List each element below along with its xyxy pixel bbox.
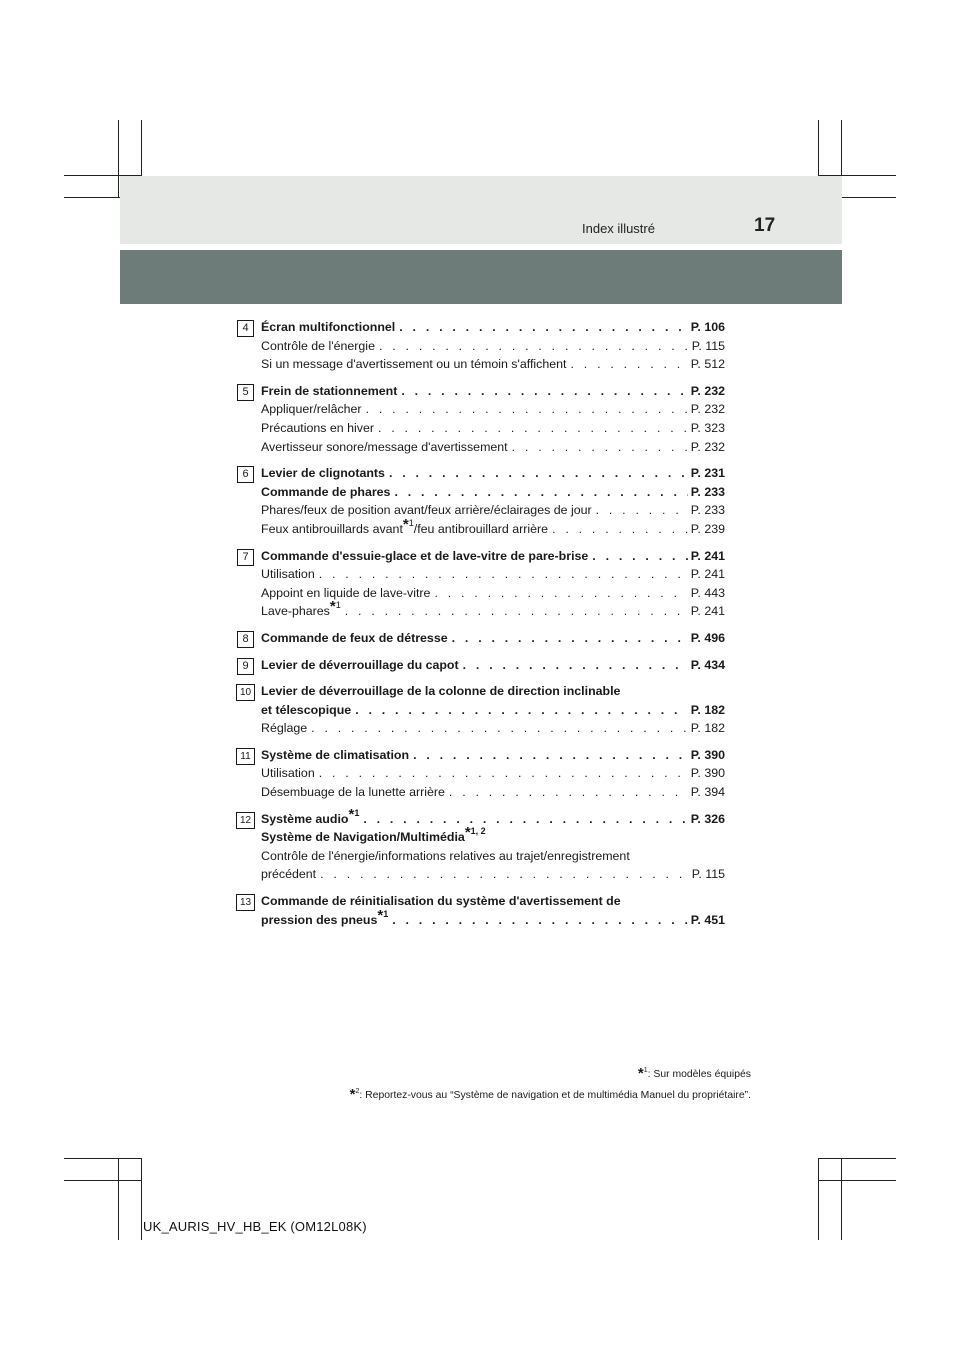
crop-mark — [118, 1158, 119, 1240]
entry-label — [261, 464, 385, 483]
entry-label-text: Feux antibrouillards avant — [261, 521, 403, 536]
item-number-badge: 9 — [237, 658, 254, 675]
leader-dots — [320, 865, 689, 884]
entry-label-text: Levier de déverrouillage du capot — [261, 657, 459, 672]
header-title: Index illustré — [582, 221, 655, 236]
entry-label-text: Appoint en liquide de lave-vitre — [261, 585, 431, 600]
leader-dots — [592, 547, 687, 566]
section-band — [120, 250, 842, 304]
entry-label — [261, 824, 486, 845]
entry-label — [261, 805, 360, 829]
index-text-line — [261, 892, 725, 911]
crop-mark — [141, 1158, 142, 1240]
index-entry — [261, 337, 725, 356]
index-entry — [261, 547, 725, 566]
entry-label-text: précédent — [261, 867, 317, 882]
footnote-star: * — [464, 824, 471, 842]
entry-label — [261, 783, 445, 802]
footnote-ref: 1 — [335, 600, 341, 611]
item-number-badge: 10 — [236, 684, 255, 701]
footnote-star: * — [329, 598, 336, 616]
item-number-badge: 6 — [237, 466, 254, 483]
entry-label — [261, 894, 621, 908]
crop-mark — [818, 1158, 896, 1159]
entry-label-text: Réglage — [261, 721, 308, 736]
index-entry — [261, 598, 725, 621]
entry-label-text: Désembuage de la lunette arrière — [261, 785, 445, 800]
leader-dots — [394, 483, 687, 502]
item-number-badge: 5 — [237, 384, 254, 401]
index-entry — [261, 764, 725, 783]
footnote-star: * — [349, 1086, 356, 1103]
page-reference: P. 390 — [690, 766, 725, 781]
index-entry — [261, 438, 725, 457]
entry-label-text: Levier de clignotants — [261, 466, 385, 481]
index-entry — [261, 318, 725, 337]
page-reference: P. 241 — [690, 604, 725, 619]
footnote-ref: 1 — [383, 908, 389, 919]
page-reference: P. 233 — [690, 503, 725, 518]
footnote-star: * — [348, 805, 355, 823]
leader-dots — [378, 419, 688, 438]
index-section — [237, 682, 725, 738]
leader-dots — [399, 318, 688, 337]
leader-dots — [571, 355, 688, 374]
page-reference: P. 106 — [690, 320, 725, 334]
page-reference: P. 233 — [690, 484, 725, 499]
index-text-line — [261, 824, 725, 847]
index-section — [237, 746, 725, 802]
entry-label — [261, 684, 620, 698]
crop-mark — [841, 1158, 842, 1240]
item-number-badge: 11 — [236, 748, 255, 765]
index-entry — [261, 483, 725, 502]
leader-dots — [449, 783, 688, 802]
footnote-line — [350, 1062, 751, 1083]
index-text-line — [261, 682, 725, 701]
item-number-badge: 4 — [237, 320, 254, 337]
index-entry — [261, 565, 725, 584]
entry-label-text: Levier de déverrouillage de la colonne de direction inclinable — [261, 684, 621, 699]
leader-dots — [363, 810, 687, 829]
crop-mark — [818, 1180, 896, 1181]
footnote-star: * — [402, 515, 409, 533]
leader-dots — [596, 501, 688, 520]
entry-label-text: et télescopique — [261, 702, 352, 717]
entry-label — [261, 906, 389, 930]
entry-label — [261, 419, 374, 438]
page-reference: P. 182 — [690, 721, 725, 736]
index-entry — [261, 400, 725, 419]
leader-dots — [434, 584, 687, 603]
entry-label-text: Système de climatisation — [261, 747, 410, 762]
entry-label — [261, 656, 459, 675]
index-section — [237, 382, 725, 456]
page-reference: P. 115 — [691, 338, 725, 353]
page-reference: P. 394 — [690, 785, 725, 800]
entry-label-text: Commande de réinitialisation du système d'avertissement de — [261, 894, 621, 909]
entry-label-text: pression des pneus — [261, 912, 378, 927]
item-number-badge: 12 — [236, 812, 255, 829]
entry-label — [261, 701, 351, 720]
page-reference: P. 443 — [690, 585, 725, 600]
page-reference: P. 512 — [690, 357, 725, 372]
item-number-badge: 13 — [236, 894, 255, 911]
page-number: 17 — [754, 215, 776, 236]
page-reference: P. 451 — [690, 912, 725, 927]
crop-mark — [118, 120, 119, 198]
index-section — [237, 629, 725, 648]
entry-label — [261, 438, 508, 457]
leader-dots — [392, 911, 688, 930]
index-entry — [261, 515, 725, 539]
entry-label — [261, 865, 316, 884]
entry-label — [261, 584, 430, 603]
index-entry — [261, 355, 725, 374]
entry-label — [261, 501, 592, 520]
page-reference: P. 241 — [690, 548, 725, 563]
entry-label-text: Utilisation — [261, 567, 315, 582]
crop-mark — [64, 1180, 142, 1181]
footnote-ref: 1 — [354, 807, 360, 818]
entry-label — [261, 355, 567, 374]
leader-dots — [413, 746, 688, 765]
header-band — [120, 176, 842, 244]
page-reference: P. 232 — [690, 402, 725, 417]
page-reference: P. 232 — [690, 383, 725, 398]
leader-dots — [401, 382, 687, 401]
entry-label-text: Contrôle de l'énergie/informations relatives au trajet/enregistrement — [261, 848, 630, 863]
leader-dots — [311, 719, 688, 738]
item-number-badge: 8 — [237, 631, 254, 648]
index-entry — [261, 629, 725, 648]
entry-label — [261, 483, 390, 502]
leader-dots — [452, 629, 688, 648]
page-reference: P. 231 — [690, 466, 725, 481]
page-reference: P. 239 — [690, 521, 725, 536]
entry-label-text: Système audio — [261, 811, 349, 826]
page-reference: P. 241 — [690, 567, 725, 582]
leader-dots — [319, 764, 688, 783]
entry-label-text: Utilisation — [261, 766, 315, 781]
entry-label-text: Précautions en hiver — [261, 420, 374, 435]
document-code: UK_AURIS_HV_HB_EK (OM12L08K) — [143, 1219, 367, 1234]
index-entry — [261, 719, 725, 738]
index-section — [237, 656, 725, 675]
footnote-ref: 1 — [408, 517, 414, 528]
crop-mark — [818, 1158, 819, 1240]
entry-label — [261, 565, 315, 584]
entry-label-text: Commande d'essuie-glace et de lave-vitre de pare-brise — [261, 548, 589, 563]
leader-dots — [512, 438, 688, 457]
index-entry — [261, 656, 725, 675]
item-number-badge: 7 — [237, 549, 254, 566]
entry-label-text: Si un message d'avertissement ou un témoin s'affichent — [261, 357, 567, 372]
index-entry — [261, 783, 725, 802]
page-reference: P. 323 — [690, 420, 725, 435]
entry-label-text: Frein de stationnement — [261, 383, 398, 398]
index-entry — [261, 382, 725, 401]
entry-label-text: Avertisseur sonore/message d'avertissement — [261, 439, 508, 454]
index-entry — [261, 805, 725, 829]
entry-label — [261, 849, 630, 863]
index-section — [237, 318, 725, 374]
entry-label — [261, 547, 588, 566]
entry-label-text: Lave-phares — [261, 604, 330, 619]
page-reference: P. 115 — [691, 867, 725, 882]
index-list — [237, 318, 725, 937]
index-entry — [261, 501, 725, 520]
footnote-line — [350, 1083, 751, 1104]
page-reference: P. 496 — [690, 630, 725, 645]
index-entry — [261, 865, 725, 884]
leader-dots — [319, 565, 688, 584]
entry-label — [261, 719, 307, 738]
footnote-star: * — [637, 1065, 644, 1082]
entry-label-text: Appliquer/relâcher — [261, 402, 362, 417]
entry-label — [261, 746, 409, 765]
entry-label — [261, 598, 341, 621]
leader-dots — [355, 701, 688, 720]
entry-label — [261, 318, 395, 337]
index-section — [237, 464, 725, 538]
index-section — [237, 547, 725, 621]
footnote-number: 1 — [643, 1067, 648, 1074]
page-reference: P. 326 — [690, 811, 725, 826]
leader-dots — [389, 464, 688, 483]
footnote-text: : Sur modèles équipés — [647, 1069, 751, 1080]
index-entry — [261, 464, 725, 483]
crop-mark — [64, 1158, 142, 1159]
index-entry — [261, 701, 725, 720]
leader-dots — [463, 656, 688, 675]
footnote-text: : Reportez-vous au “Système de navigation et de multimédia Manuel du propriétaire”. — [359, 1090, 751, 1101]
entry-label-text: Commande de phares — [261, 484, 391, 499]
entry-label — [261, 629, 448, 648]
leader-dots — [345, 602, 688, 621]
footnote-number: 2 — [355, 1088, 360, 1095]
leader-dots — [379, 337, 689, 356]
footnotes — [350, 1062, 751, 1104]
entry-label-text: Contrôle de l'énergie — [261, 338, 375, 353]
index-entry — [261, 746, 725, 765]
leader-dots — [552, 520, 688, 539]
entry-label-text: Commande de feux de détresse — [261, 630, 448, 645]
entry-label-text: Écran multifonctionnel — [261, 320, 396, 334]
index-text-line — [261, 847, 725, 866]
entry-label-text: Système de Navigation/Multimédia — [261, 830, 465, 845]
footnote-ref: 1, 2 — [470, 826, 486, 837]
entry-label — [261, 515, 549, 539]
entry-label — [261, 382, 397, 401]
footnote-star: * — [377, 906, 384, 924]
index-section — [237, 805, 725, 884]
page-reference: P. 232 — [690, 439, 725, 454]
index-entry — [261, 906, 725, 930]
leader-dots — [366, 400, 688, 419]
page-reference: P. 434 — [690, 657, 725, 672]
entry-label-text: Phares/feux de position avant/feux arrière/éclairages de jour — [261, 503, 592, 518]
page-reference: P. 390 — [690, 747, 725, 762]
entry-label — [261, 400, 362, 419]
entry-label-text: /feu antibrouillard arrière — [413, 521, 549, 536]
page-reference: P. 182 — [690, 702, 725, 717]
entry-label — [261, 764, 315, 783]
entry-label — [261, 337, 375, 356]
index-entry — [261, 419, 725, 438]
index-section — [237, 892, 725, 929]
